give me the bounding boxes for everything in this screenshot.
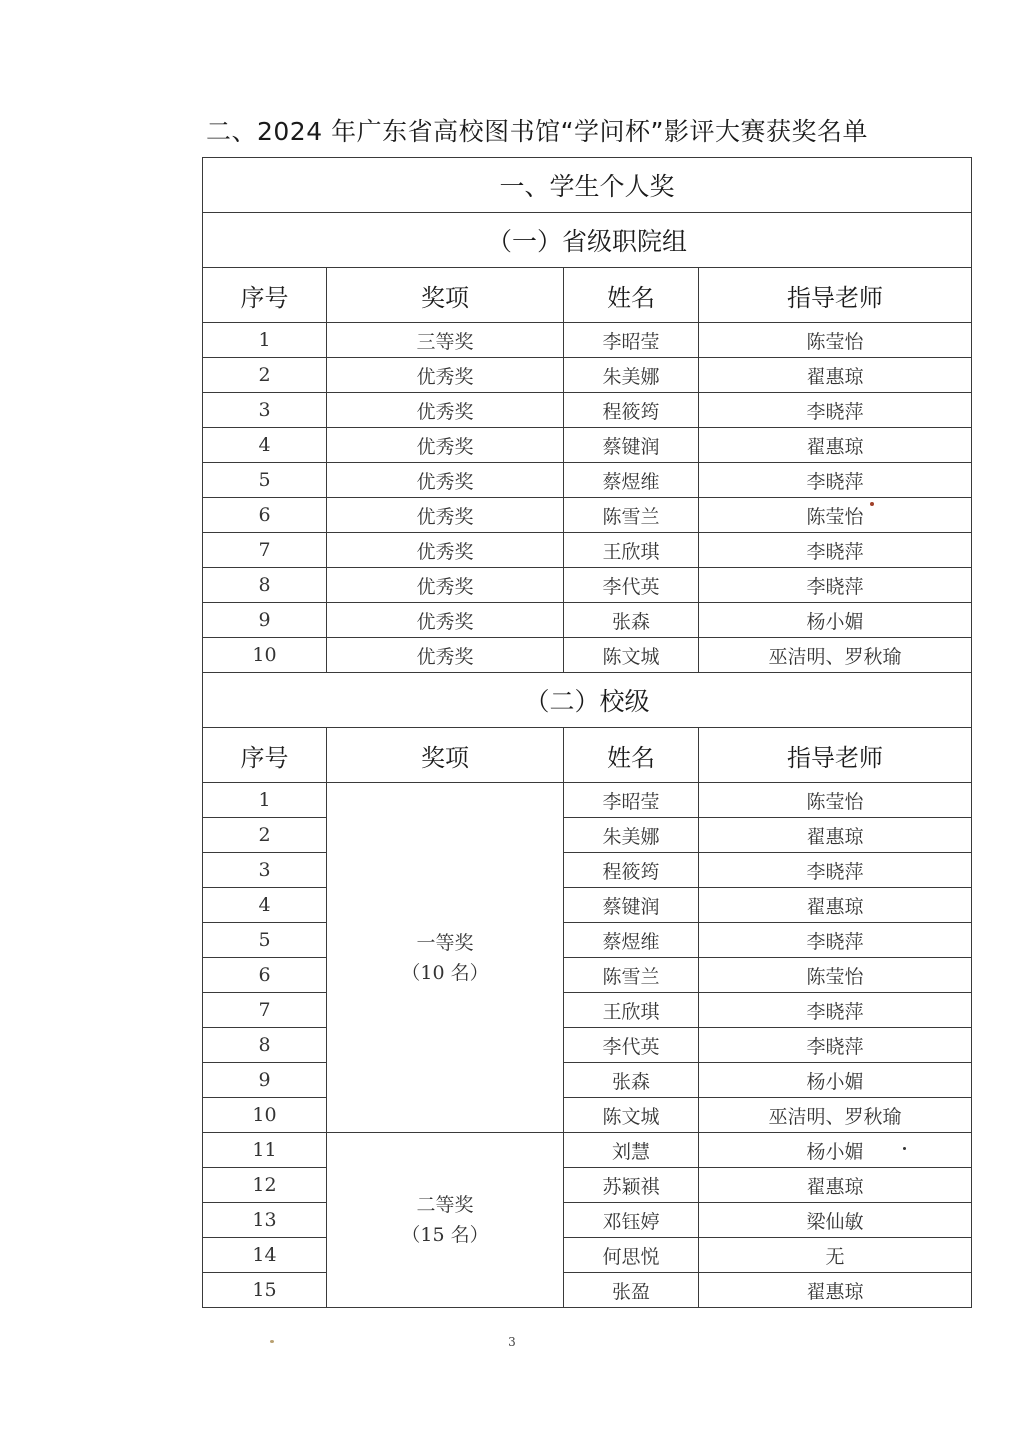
row-student-name: 陈雪兰 bbox=[564, 958, 699, 993]
row-index: 8 bbox=[203, 568, 327, 603]
row-student-name: 程筱筠 bbox=[564, 393, 699, 428]
group2-title: （二）校级 bbox=[203, 673, 972, 728]
row-student-name: 蔡键润 bbox=[564, 428, 699, 463]
table-row bbox=[203, 958, 972, 993]
row-award: 优秀奖 bbox=[327, 568, 564, 603]
row-student-name: 程筱筠 bbox=[564, 853, 699, 888]
award-level: 二等奖 bbox=[416, 1194, 474, 1216]
table-row bbox=[203, 428, 972, 463]
column-header-advisor: 指导老师 bbox=[699, 728, 972, 783]
row-index: 12 bbox=[203, 1168, 327, 1203]
scan-speck bbox=[903, 1147, 906, 1150]
table-row bbox=[203, 783, 972, 818]
row-advisor: 杨小媚 bbox=[699, 1133, 972, 1168]
table-row bbox=[203, 1273, 972, 1308]
row-index: 1 bbox=[203, 323, 327, 358]
table-row bbox=[203, 1168, 972, 1203]
column-header-index: 序号 bbox=[203, 268, 327, 323]
group-title-row bbox=[203, 213, 972, 268]
group1-title: （一）省级职院组 bbox=[203, 213, 972, 268]
row-student-name: 李代英 bbox=[564, 1028, 699, 1063]
category-row bbox=[203, 158, 972, 213]
table-row bbox=[203, 1133, 972, 1168]
award-level: 一等奖 bbox=[416, 931, 474, 954]
row-advisor: 李晓萍 bbox=[699, 923, 972, 958]
table-row bbox=[203, 818, 972, 853]
category-title: 一、学生个人奖 bbox=[203, 158, 972, 213]
page-title: 二、2024 年广东省高校图书馆“学问杯”影评大赛获奖名单 bbox=[206, 117, 868, 146]
row-student-name: 朱美娜 bbox=[564, 818, 699, 853]
scan-speck bbox=[870, 502, 874, 506]
row-index: 3 bbox=[203, 393, 327, 428]
row-advisor: 翟惠琼 bbox=[699, 1168, 972, 1203]
award-count: （15 名） bbox=[401, 1224, 489, 1246]
row-advisor: 陈莹怡 bbox=[699, 783, 972, 818]
row-index: 5 bbox=[203, 463, 327, 498]
row-advisor: 梁仙敏 bbox=[699, 1203, 972, 1238]
merged-award-cell bbox=[327, 1133, 564, 1308]
column-header-advisor: 指导老师 bbox=[699, 268, 972, 323]
row-student-name: 何思悦 bbox=[564, 1238, 699, 1273]
row-award: 优秀奖 bbox=[327, 393, 564, 428]
group-title-row bbox=[203, 673, 972, 728]
row-index: 4 bbox=[203, 888, 327, 923]
column-header-award: 奖项 bbox=[327, 728, 564, 783]
row-index: 10 bbox=[203, 1098, 327, 1133]
row-index: 4 bbox=[203, 428, 327, 463]
row-student-name: 苏颖祺 bbox=[564, 1168, 699, 1203]
row-advisor: 李晓萍 bbox=[699, 568, 972, 603]
row-award: 优秀奖 bbox=[327, 603, 564, 638]
row-student-name: 张森 bbox=[564, 603, 699, 638]
row-advisor: 翟惠琼 bbox=[699, 818, 972, 853]
table-row bbox=[203, 323, 972, 358]
table-row bbox=[203, 533, 972, 568]
row-student-name: 陈文城 bbox=[564, 638, 699, 673]
row-student-name: 张森 bbox=[564, 1063, 699, 1098]
row-student-name: 朱美娜 bbox=[564, 358, 699, 393]
row-student-name: 王欣琪 bbox=[564, 993, 699, 1028]
row-student-name: 李昭莹 bbox=[564, 783, 699, 818]
row-award: 优秀奖 bbox=[327, 638, 564, 673]
row-advisor: 李晓萍 bbox=[699, 393, 972, 428]
group1-rows bbox=[203, 323, 972, 673]
row-advisor: 李晓萍 bbox=[699, 533, 972, 568]
row-index: 15 bbox=[203, 1273, 327, 1308]
row-advisor: 陈莹怡 bbox=[699, 498, 972, 533]
table-row bbox=[203, 1203, 972, 1238]
row-student-name: 蔡煜维 bbox=[564, 923, 699, 958]
row-index: 2 bbox=[203, 358, 327, 393]
row-index: 11 bbox=[203, 1133, 327, 1168]
row-index: 7 bbox=[203, 993, 327, 1028]
row-advisor: 陈莹怡 bbox=[699, 958, 972, 993]
row-advisor: 翟惠琼 bbox=[699, 1273, 972, 1308]
row-index: 7 bbox=[203, 533, 327, 568]
table-row bbox=[203, 1098, 972, 1133]
column-header-award: 奖项 bbox=[327, 268, 564, 323]
row-index: 9 bbox=[203, 1063, 327, 1098]
row-index: 5 bbox=[203, 923, 327, 958]
row-advisor: 杨小媚 bbox=[699, 1063, 972, 1098]
table-row bbox=[203, 603, 972, 638]
row-student-name: 张盈 bbox=[564, 1273, 699, 1308]
table-row bbox=[203, 1028, 972, 1063]
table-row bbox=[203, 1063, 972, 1098]
row-student-name: 王欣琪 bbox=[564, 533, 699, 568]
row-advisor: 李晓萍 bbox=[699, 993, 972, 1028]
table-row bbox=[203, 568, 972, 603]
row-advisor: 杨小媚 bbox=[699, 603, 972, 638]
row-advisor: 陈莹怡 bbox=[699, 323, 972, 358]
row-index: 13 bbox=[203, 1203, 327, 1238]
row-award: 优秀奖 bbox=[327, 358, 564, 393]
row-award: 优秀奖 bbox=[327, 533, 564, 568]
group2-rows bbox=[203, 783, 972, 1308]
group2-header-row bbox=[203, 728, 972, 783]
row-advisor: 无 bbox=[699, 1238, 972, 1273]
row-advisor: 李晓萍 bbox=[699, 463, 972, 498]
table-row bbox=[203, 923, 972, 958]
column-header-index: 序号 bbox=[203, 728, 327, 783]
row-advisor: 翟惠琼 bbox=[699, 888, 972, 923]
page-number: 3 bbox=[508, 1335, 516, 1349]
table-row bbox=[203, 853, 972, 888]
row-student-name: 刘慧 bbox=[564, 1133, 699, 1168]
scan-speck bbox=[270, 1340, 274, 1343]
column-header-name: 姓名 bbox=[564, 728, 699, 783]
table-row bbox=[203, 993, 972, 1028]
row-student-name: 蔡煜维 bbox=[564, 463, 699, 498]
table-row bbox=[203, 888, 972, 923]
table-row bbox=[203, 1238, 972, 1273]
row-index: 10 bbox=[203, 638, 327, 673]
row-advisor: 翟惠琼 bbox=[699, 428, 972, 463]
awards-table bbox=[202, 157, 972, 1308]
award-count: （10 名） bbox=[401, 961, 489, 984]
row-student-name: 邓钰婷 bbox=[564, 1203, 699, 1238]
row-award: 优秀奖 bbox=[327, 463, 564, 498]
row-index: 8 bbox=[203, 1028, 327, 1063]
column-header-name: 姓名 bbox=[564, 268, 699, 323]
row-award: 优秀奖 bbox=[327, 428, 564, 463]
row-advisor: 巫洁明、罗秋瑜 bbox=[699, 1098, 972, 1133]
table-row bbox=[203, 498, 972, 533]
row-student-name: 李代英 bbox=[564, 568, 699, 603]
row-advisor: 巫洁明、罗秋瑜 bbox=[699, 638, 972, 673]
row-award: 三等奖 bbox=[327, 323, 564, 358]
row-index: 2 bbox=[203, 818, 327, 853]
row-advisor: 李晓萍 bbox=[699, 1028, 972, 1063]
row-advisor: 李晓萍 bbox=[699, 853, 972, 888]
table-row bbox=[203, 638, 972, 673]
table-row bbox=[203, 358, 972, 393]
row-student-name: 陈雪兰 bbox=[564, 498, 699, 533]
row-index: 9 bbox=[203, 603, 327, 638]
row-index: 3 bbox=[203, 853, 327, 888]
row-index: 6 bbox=[203, 498, 327, 533]
merged-award-cell bbox=[327, 783, 564, 1133]
table-row bbox=[203, 463, 972, 498]
row-advisor: 翟惠琼 bbox=[699, 358, 972, 393]
row-student-name: 陈文城 bbox=[564, 1098, 699, 1133]
row-student-name: 蔡键润 bbox=[564, 888, 699, 923]
row-award: 优秀奖 bbox=[327, 498, 564, 533]
row-index: 1 bbox=[203, 783, 327, 818]
table-row bbox=[203, 393, 972, 428]
group1-header-row bbox=[203, 268, 972, 323]
row-student-name: 李昭莹 bbox=[564, 323, 699, 358]
row-index: 6 bbox=[203, 958, 327, 993]
row-index: 14 bbox=[203, 1238, 327, 1273]
